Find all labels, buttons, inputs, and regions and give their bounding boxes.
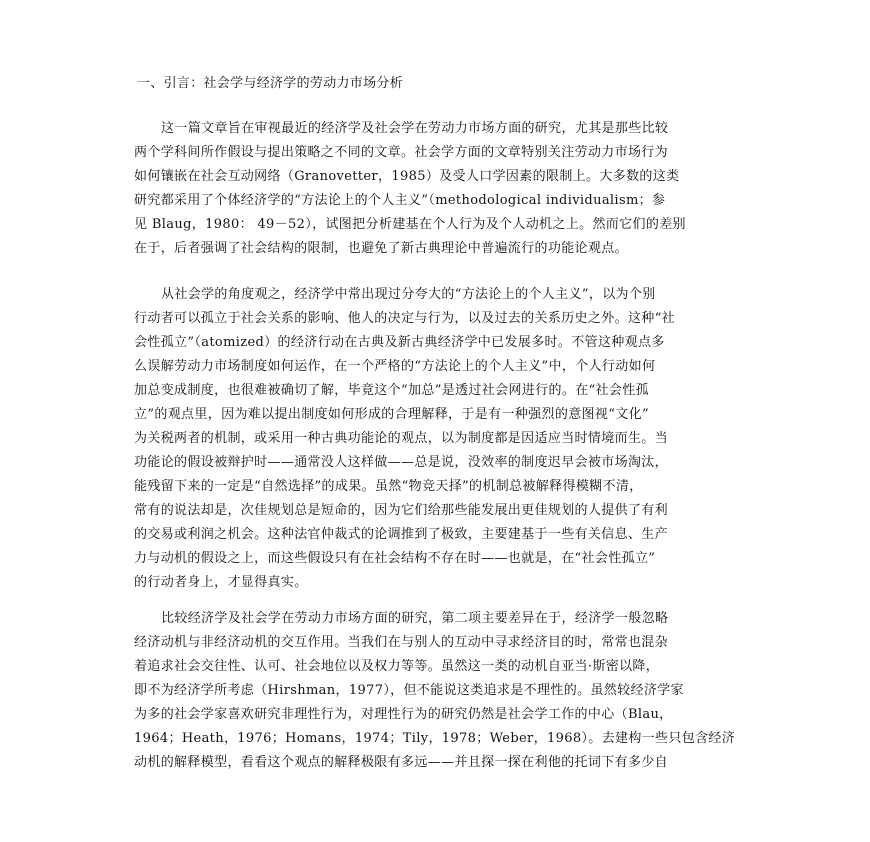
text-line: 经济动机与非经济动机的交互作用。当我们在与别人的互动中寻求经济目的时，常常也混杂 [134, 635, 669, 650]
text-line: 1964；Heath，1976；Homans，1974；Tily，1978；Weber，1968）。去建构一些只包含经济 [134, 731, 736, 746]
text-line: 着追求社会交往性、认可、社会地位以及权力等等。虽然这一类的动机自亚当·斯密以降， [134, 659, 660, 674]
text-line: 功能论的假设被辩护时——通常没人这样做——总是说，没效率的制度迟早会被市场淘汰， [134, 455, 669, 470]
text-line: 如何镶嵌在社会互动网络（Granovetter，1985）及受人口学因素的限制上。大多数的这类 [134, 169, 680, 184]
text-line: 加总变成制度，也很难被确切了解，毕竟这个“加总”是透过社会网进行的。在“社会性孤 [134, 383, 649, 398]
text-line: 能残留下来的一定是“自然选择”的成果。虽然“物竞天择”的机制总被解释得模糊不清， [134, 479, 643, 494]
text-line: 为关税两者的机制，或采用一种古典功能论的观点，以为制度都是因适应当时情境而生。当 [134, 431, 669, 446]
paragraph-2 [134, 283, 746, 595]
paragraph-3 [134, 607, 746, 775]
section-heading: 一、引言：社会学与经济学的劳动力市场分析 [137, 76, 404, 91]
text-line: 常有的说法却是，次佳规划总是短命的，因为它们给那些能发展出更佳规划的人提供了有利 [134, 503, 669, 518]
text-line: 立”的观点里，因为难以提出制度如何形成的合理解释，于是有一种强烈的意图视“文化” [134, 407, 649, 422]
text-line: 为多的社会学家喜欢研究非理性行为，对理性行为的研究仍然是社会学工作的中心（Blau， [134, 707, 673, 722]
text-line: 行动者可以孤立于社会关系的影响、他人的决定与行为，以及过去的关系历史之外。这种“社 [134, 311, 675, 326]
text-line: 会性孤立”（atomized）的经济行动在古典及新古典经济学中已发展多时。不管这种观点多 [134, 335, 665, 350]
text-line: 从社会学的角度观之，经济学中常出现过分夸大的“方法论上的个人主义”，以为个别 [161, 287, 656, 302]
text-line: 即不为经济学所考虑（Hirshman，1977），但不能说这类追求是不理性的。虽然较经济学家 [134, 683, 684, 698]
text-line: 么误解劳动力市场制度如何运作，在一个严格的“方法论上的个人主义”中，个人行动如何 [134, 359, 656, 374]
text-line: 动机的解释模型，看看这个观点的解释极限有多远——并且探一探在利他的托词下有多少自 [134, 755, 669, 770]
text-line: 两个学科间所作假设与提出策略之不同的文章。社会学方面的文章特别关注劳动力市场行为 [134, 145, 669, 160]
text-line: 比较经济学及社会学在劳动力市场方面的研究，第二项主要差异在于，经济学一般忽略 [161, 611, 669, 626]
text-line: 见 Blaug，1980： 49－52），试图把分析建基在个人行为及个人动机之上。然而它们的差别 [134, 217, 686, 232]
paragraph-1 [134, 117, 746, 261]
text-line: 的交易或利润之机会。这种法官仲裁式的论调推到了极致，主要建基于一些有关信息、生产 [134, 527, 669, 542]
text-line: 的行动者身上，才显得真实。 [134, 575, 308, 590]
text-line: 力与动机的假设之上，而这些假设只有在社会结构不存在时——也就是，在“社会性孤立” [134, 551, 656, 566]
text-line: 在于，后者强调了社会结构的限制，也避免了新古典理论中普遍流行的功能论观点。 [134, 241, 628, 256]
text-line: 这一篇文章旨在审视最近的经济学及社会学在劳动力市场方面的研究，尤其是那些比较 [161, 121, 669, 136]
text-line: 研究都采用了个体经济学的“方法论上的个人主义”（methodological individualism；参 [134, 193, 666, 208]
